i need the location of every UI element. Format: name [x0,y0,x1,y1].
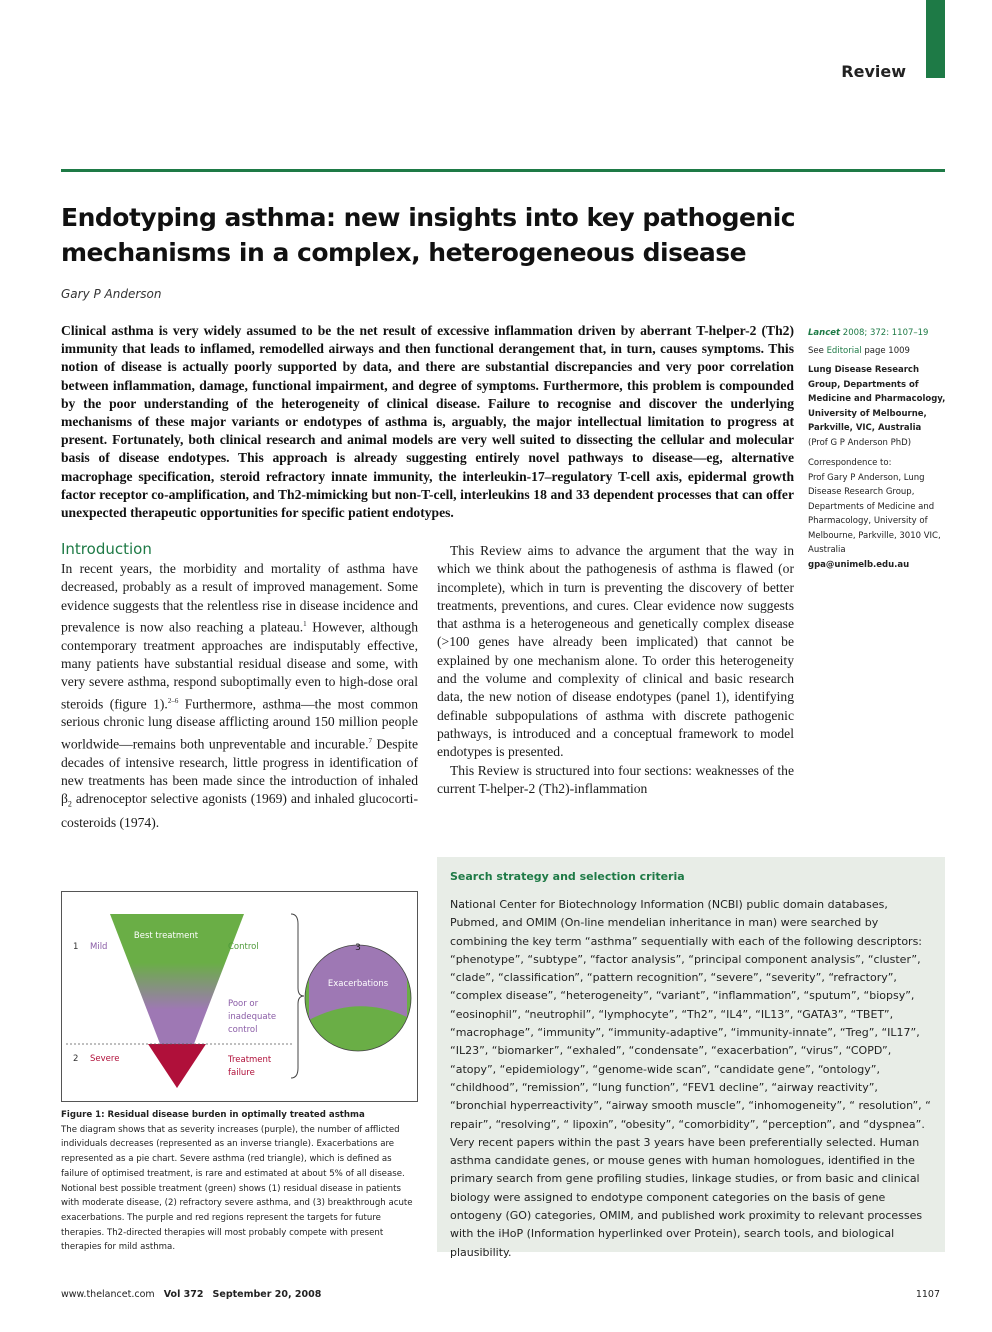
reference-3: 7 [368,736,372,745]
row-2-number: 2 [73,1054,79,1064]
affiliation-person: (Prof G P Anderson PhD) [808,437,912,448]
mild-label: Mild [90,942,108,952]
footer-left [61,1289,321,1300]
correspondence-email[interactable]: gpa@unimelb.edu.au [808,559,910,570]
citation [808,326,948,341]
article-title: Endotyping asthma: new insights into key pathogenic mechanisms in a complex, heterogeneous disease [61,203,796,267]
severe-triangle [148,1044,206,1088]
figure-1 [61,891,418,1102]
intro-text-c: Furthermore, asthma—the most common serious chronic lung disease afflicting around 150 million people worldwide—remains both unpreventable and incurable. [61,696,418,752]
treatment-failure-line-2: failure [228,1068,255,1078]
brace-icon [291,914,304,1078]
treatment-failure-line-1: Treatment [228,1055,272,1065]
intro-text-b: However, although contemporary treatment approaches are indisputably effective, many patients have substantial residual disease and some, with very severe asthma, respond suboptimally even to high-dose oral steroids (figure 1). [61,619,419,712]
intro-text-e: adrenoceptor selective agonists (1969) and inhaled glucocorticosteroids (1974). [61,791,418,831]
intro-column-2 [437,542,794,798]
correspondence-label: Correspondence to: [808,458,892,468]
panel-title: Search strategy and selection criteria [450,870,685,883]
footer-site[interactable]: www.thelancet.com [61,1289,155,1300]
pie-number: 3 [355,943,361,953]
panel-text: National Center for Biotechnology Information (NCBI) public domain databases, Pubmed, and OMIM (On-line mendelian inheritance in man) were searched by combining the key term “asthma” sequentially with each of the following descriptors: “phenotype”, “subtype”, “factor analysis”, “principal component analysis”, “cluster”, “clade”, “classification”, “pattern recognition”, “severe”, “severity”, “refractory”, “complex disease”, “heterogeneity”, “variant”, “inflammation”, “sputum”, “biopsy”, “eosinophil”, “neutrophil”, “lymphocyte”, “Th2”, “IL4”, “IL13”, “GATA3”, “TBET”, “macrophage”, “immunity”, “immunity-adaptive”, “immunity-innate”, “Treg”, “IL17”, “IL23”, “biomarker”, “exhaled”, “condensate”, “exacerbation”, “virus”, “COPD”, “atopy”, “epidemiology”, “genome-wide scan”, “candidate gene”, “ontology”, “childhood”, “remission”, “lung function”, “FEV1 decline”, “airway reactivity”, “bronchial hyperreactivity”, “airway smooth muscle”, “inhomogeneity”, “ resolution”, “ repair”, “resolving”, “ lipoxin”, “obesity”, “comorbidity”, “perception”, and “dyspnea”. Very recent papers within the past 3 years have been preferentially selected. Human asthma candidate genes, or mouse genes with human homologues, identified in the primary search from gene profiling studies, linkage studies, or from basic and clinical biology were assigned to endotype component categories on the basis of gene ontogeny (GO) categories, OMIM, and published work proximity to relevant processes with the iHoP (Information hyperlinked over Protein), search tools, and biological plausibility. [450,898,931,1259]
section-color-tab [926,0,945,78]
severe-label: Severe [90,1054,120,1064]
page-number: 1107 [915,1289,940,1300]
correspondence-address: Prof Gary P Anderson, Lung Disease Research Group, Departments of Medicine and Pharmacology, University of Melbourne, Parkville, 3010 VIC, Australia [808,472,941,555]
affiliation-text: Lung Disease Research Group, Departments of Medicine and Pharmacology, University of Melbourne, Parkville, VIC, Australia [808,365,946,433]
see-prefix: See [808,346,827,356]
introduction-heading: Introduction [61,540,152,558]
article-author: Gary P Anderson [61,287,162,301]
reference-2: 2–6 [167,696,179,705]
citation-details: 2008; 372: 1107–19 [840,328,929,338]
figure-1-caption-title: Figure 1: Residual disease burden in optimally treated asthma [61,1110,365,1120]
see-editorial [808,344,948,359]
best-treatment-label: Best treatment [133,931,199,941]
poor-control-line-3: control [228,1025,258,1035]
figure-1-caption [61,1108,418,1255]
editorial-link[interactable]: Editorial [826,346,862,356]
footer-date: September 20, 2008 [212,1289,322,1300]
intro-paragraph-2: This Review aims to advance the argument that the way in which we think about the pathogenesis of asthma is flawed (or incomplete), which in turn is preventing the discovery of better treatments, preventions, and cures. Clear evidence now suggests that asthma is a heterogeneous and genetically complex disease (>100 genes have already been implicated) that cannot be explained by one mechanism alone. To order this heterogeneity and the volume and complexity of clinical and basic research data, the new notion of disease endotypes (panel 1), identifying definable subpopulations of asthma with discrete pathogenic pathways, is introduced and a conceptual framework to model endotypes is presented. [437,543,794,760]
figure-1-diagram [62,892,417,1101]
citation-journal: Lancet [808,328,841,338]
see-suffix: page 1009 [861,346,910,356]
control-label: Control [228,942,259,952]
poor-control-line-1: Poor or [228,999,259,1009]
abstract: Clinical asthma is very widely assumed to be the net result of excessive inflammation driven by aberrant T-helper-2 (Th2) immunity that leads to inflamed, remodelled airways and then functional derangement that, in turn, causes symptoms. This notion of disease is actually poorly supported by data, and there are substantial discrepancies and very poor correlation between inflammation, damage, functional impairment, and degree of symptoms. Furthermore, this problem is compounded by the poor understanding of the heterogeneity of clinical disease. Failure to recognise and discover the underlying mechanisms of these major variants or endotypes of asthma is, arguably, the major intellectual limitation to progress at present. Fortunately, both clinical research and animal models are very well suited to dissecting the cellular and molecular basis of disease endotypes. This approach is already suggesting entirely novel pathways to disease—eg, alternative macrophage specification, steroid refractory innate immunity, the interleukin-17–regulatory T-cell axis, epidermal growth factor receptor co-amplification, and Th2-mimicking but non-T-cell, interleukins 18 and 33 dependent processes that can offer unexpected therapeutic opportunities for specific patient endotypes. [61,323,794,521]
affiliation [808,363,948,450]
intro-text-a: In recent years, the morbidity and mortality of asthma have decreased, probably as a result of improved management. Some evidence suggests that the relentless rise in disease incidence and prevalence is now also reaching a plateau. [61,561,418,635]
intro-text-d: Despite decades of intensive research, little progress in identification of new treatments has been made since the introduction of inhaled β [61,736,418,807]
section-label: Review [841,62,906,81]
intro-paragraph-3: This Review is structured into four sections: weaknesses of the current T-helper-2 (Th2)-inflammation [437,762,794,796]
reference-1: 1 [303,619,307,628]
beta-subscript: 2 [67,799,72,809]
footer-volume: Vol 372 [163,1289,204,1300]
header-rule [61,169,945,172]
exacerbations-label: Exacerbations [327,979,389,989]
row-1-number: 1 [73,942,79,952]
figure-1-caption-text: The diagram shows that as severity increases (purple), the number of afflicted individuals decreases (represented as an inverse triangle). Exacerbations are represented as a pie chart. Severe asthma (red triangle), which is defined as failure of optimised treatment, is rare and estimated at about 5% of all disease. Notional best possible treatment (green) shows (1) residual disease in patients with moderate disease, (2) refractory severe asthma, and (3) breakthrough acute exacerbations. The purple and red regions represent the targets for future therapies. Th2-directed therapies will most probably compete with present therapies for mild asthma. [61,1124,413,1253]
intro-column-1 [61,560,418,832]
correspondence [808,456,948,572]
intro-paragraph-1 [61,560,418,832]
poor-control-line-2: inadequate [228,1012,277,1022]
